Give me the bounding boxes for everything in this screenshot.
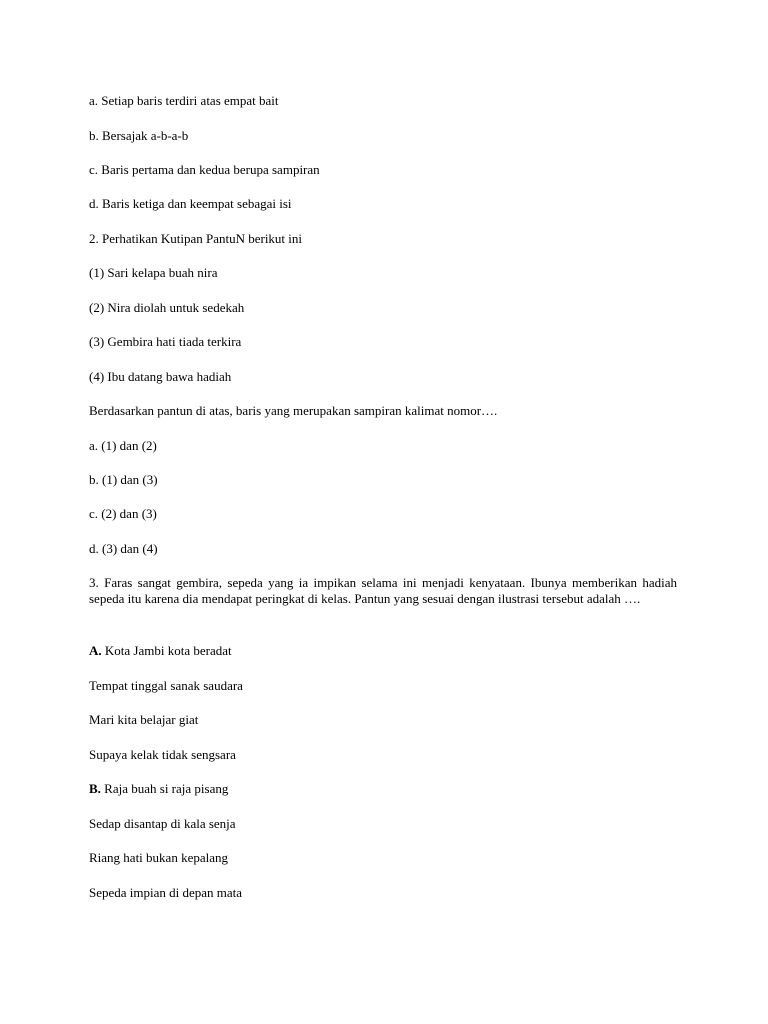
option-a-pantun-line-2: Tempat tinggal sanak saudara (89, 678, 243, 693)
option-c-line: c. Baris pertama dan kedua berupa sampiran (89, 162, 320, 177)
option-b-text-1: Raja buah si raja pisang (104, 781, 229, 796)
option-a-line: a. Setiap baris terdiri atas empat bait (89, 93, 279, 108)
option-b-letter: B. (89, 781, 101, 796)
option-a-pantun-line-3: Mari kita belajar giat (89, 712, 199, 727)
option-a-text-1: Kota Jambi kota beradat (104, 643, 232, 658)
pantun-line-2: (2) Nira diolah untuk sedekah (89, 300, 245, 315)
option-a-letter: A. (89, 643, 102, 658)
option-b-pantun-line-4: Sepeda impian di depan mata (89, 885, 243, 900)
answer-b-line: b. (1) dan (3) (89, 472, 158, 487)
option-b-pantun-line-2: Sedap disantap di kala senja (89, 816, 236, 831)
pantun-line-3: (3) Gembira hati tiada terkira (89, 334, 242, 349)
question-2-stem: Berdasarkan pantun di atas, baris yang merupakan sampiran kalimat nomor…. (89, 403, 498, 418)
answer-d-line: d. (3) dan (4) (89, 541, 158, 556)
pantun-line-4: (4) Ibu datang bawa hadiah (89, 369, 232, 384)
option-a-pantun-line-4: Supaya kelak tidak sengsara (89, 747, 236, 762)
option-a-pantun-line-1 (89, 643, 232, 659)
option-b-line: b. Bersajak a-b-a-b (89, 128, 189, 143)
pantun-line-1: (1) Sari kelapa buah nira (89, 265, 218, 280)
option-b-pantun-line-1 (89, 781, 228, 797)
question-2-prompt: 2. Perhatikan Kutipan PantuN berikut ini (89, 231, 303, 246)
question-3-paragraph: 3. Faras sangat gembira, sepeda yang ia impikan selama ini menjadi kenyataan. Ibunya memberikan hadiah sepeda itu karena dia mendapat peringkat di kelas. Pantun yang sesuai dengan ilustrasi tersebut adalah …. (89, 575, 677, 606)
option-d-line: d. Baris ketiga dan keempat sebagai isi (89, 196, 292, 211)
option-b-pantun-line-3: Riang hati bukan kepalang (89, 850, 228, 865)
answer-c-line: c. (2) dan (3) (89, 506, 157, 521)
answer-a-line: a. (1) dan (2) (89, 438, 157, 453)
